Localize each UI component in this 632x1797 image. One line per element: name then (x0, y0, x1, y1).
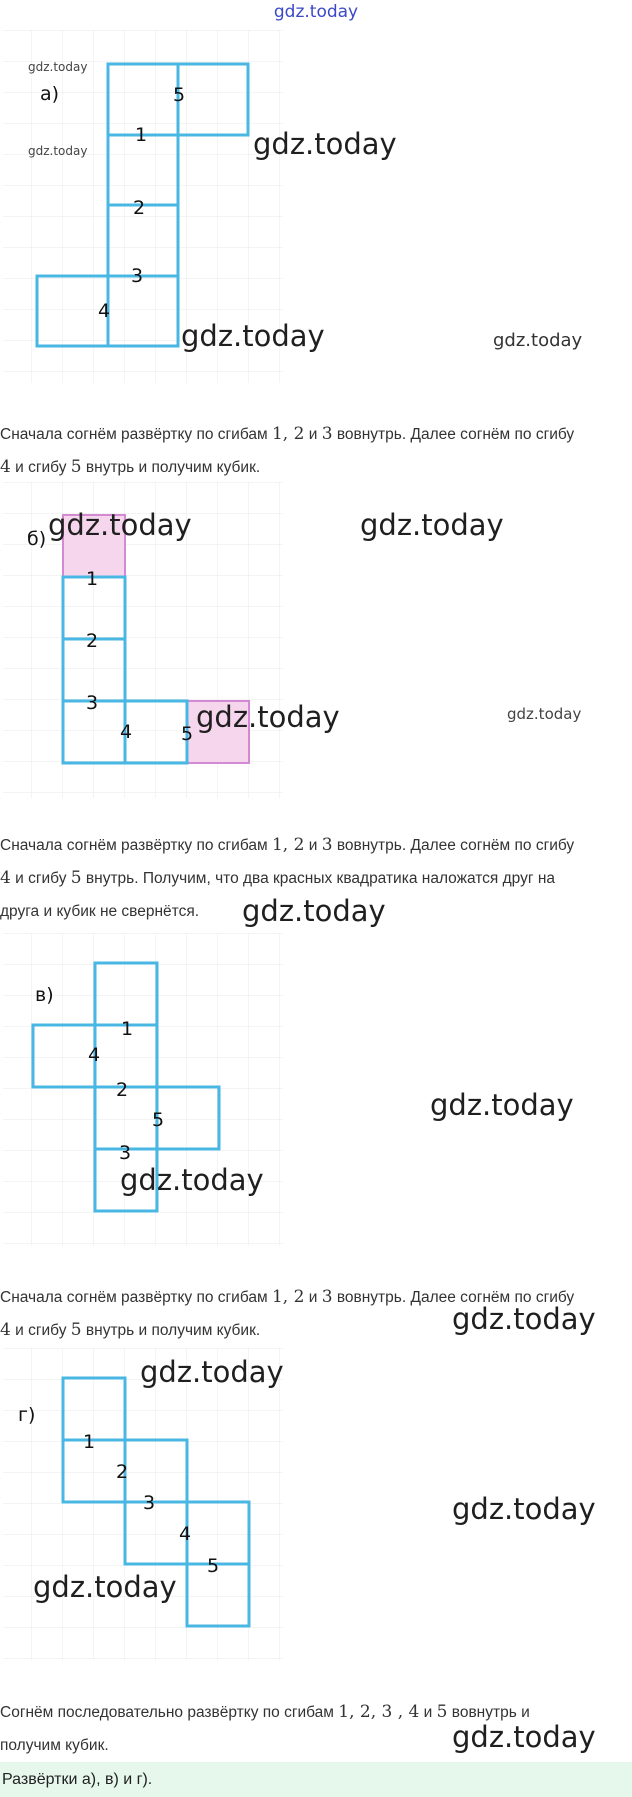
figure-v (0, 933, 290, 1253)
figure-a-label: а) (40, 83, 60, 105)
explanation-a: Сначала согнём развёртку по сгибам 1, 2 и 3 вовнутрь. Далее согнём по сгибу 4 и сгибу 5 внутрь и получим кубик. (0, 424, 575, 477)
fold-number: 2 (133, 197, 146, 219)
fold-number: 5 (207, 1555, 220, 1577)
watermark: gdz.today (28, 144, 88, 158)
fold-number: 1 (86, 568, 99, 590)
fold-number: 3 (131, 265, 144, 287)
fold-number: 3 (86, 692, 99, 714)
fold-number: 1 (83, 1431, 96, 1453)
watermark: gdz.today (452, 1492, 596, 1526)
watermark-top: gdz.today (273, 2, 359, 22)
explanation-v: Сначала согнём развёртку по сгибам 1, 2 и 3 вовнутрь. Далее согнём по сгибу 4 и сгибу 5 внутрь и получим кубик. (0, 1287, 575, 1340)
figure-g (0, 1348, 290, 1668)
fold-number: 3 (143, 1492, 156, 1514)
figure-b-label: б) (27, 528, 47, 550)
watermark: gdz.today (507, 705, 582, 723)
explanation-b: Сначала согнём развёртку по сгибам 1, 2 и 3 вовнутрь. Далее согнём по сгибу 4 и сгибу 5 внутрь. Получим, что два красных квадратика наложатся друг на друга и кубик не свернётся. (0, 835, 575, 920)
fold-number: 1 (135, 124, 148, 146)
watermark: gdz.today (48, 508, 192, 542)
fold-number: 5 (152, 1109, 165, 1131)
figure-g-label: г) (18, 1404, 36, 1426)
fold-number: 5 (173, 84, 186, 106)
figure-v-label: в) (35, 984, 54, 1006)
watermark: gdz.today (33, 1570, 177, 1604)
watermark: gdz.today (452, 1720, 596, 1754)
fold-number: 4 (98, 300, 111, 322)
explanation-g: Согнём последовательно развёртку по сгибам 1, 2, 3 , 4 и 5 вовнутрь и получим кубик. (0, 1702, 530, 1754)
fold-number: 2 (116, 1079, 129, 1101)
fold-number: 4 (88, 1044, 101, 1066)
watermark: gdz.today (196, 700, 340, 734)
watermark: gdz.today (360, 508, 504, 542)
watermark: gdz.today (430, 1088, 574, 1122)
watermark: gdz.today (452, 1302, 596, 1336)
watermark: gdz.today (140, 1355, 284, 1389)
fold-number: 2 (116, 1461, 129, 1483)
grid-background (3, 933, 283, 1246)
fold-number: 1 (121, 1018, 134, 1040)
watermark: gdz.today (253, 127, 397, 161)
fold-number: 3 (119, 1142, 132, 1164)
fold-number: 4 (179, 1523, 192, 1545)
watermark: gdz.today (242, 894, 386, 928)
watermark: gdz.today (181, 319, 325, 353)
watermark: gdz.today (28, 60, 88, 74)
fold-number: 5 (181, 723, 194, 745)
answer-box: Развёртки а), в) и г). (0, 1762, 632, 1797)
watermark: gdz.today (493, 330, 583, 351)
watermark: gdz.today (120, 1163, 264, 1197)
fold-number: 4 (120, 721, 133, 743)
fold-number: 2 (86, 630, 99, 652)
